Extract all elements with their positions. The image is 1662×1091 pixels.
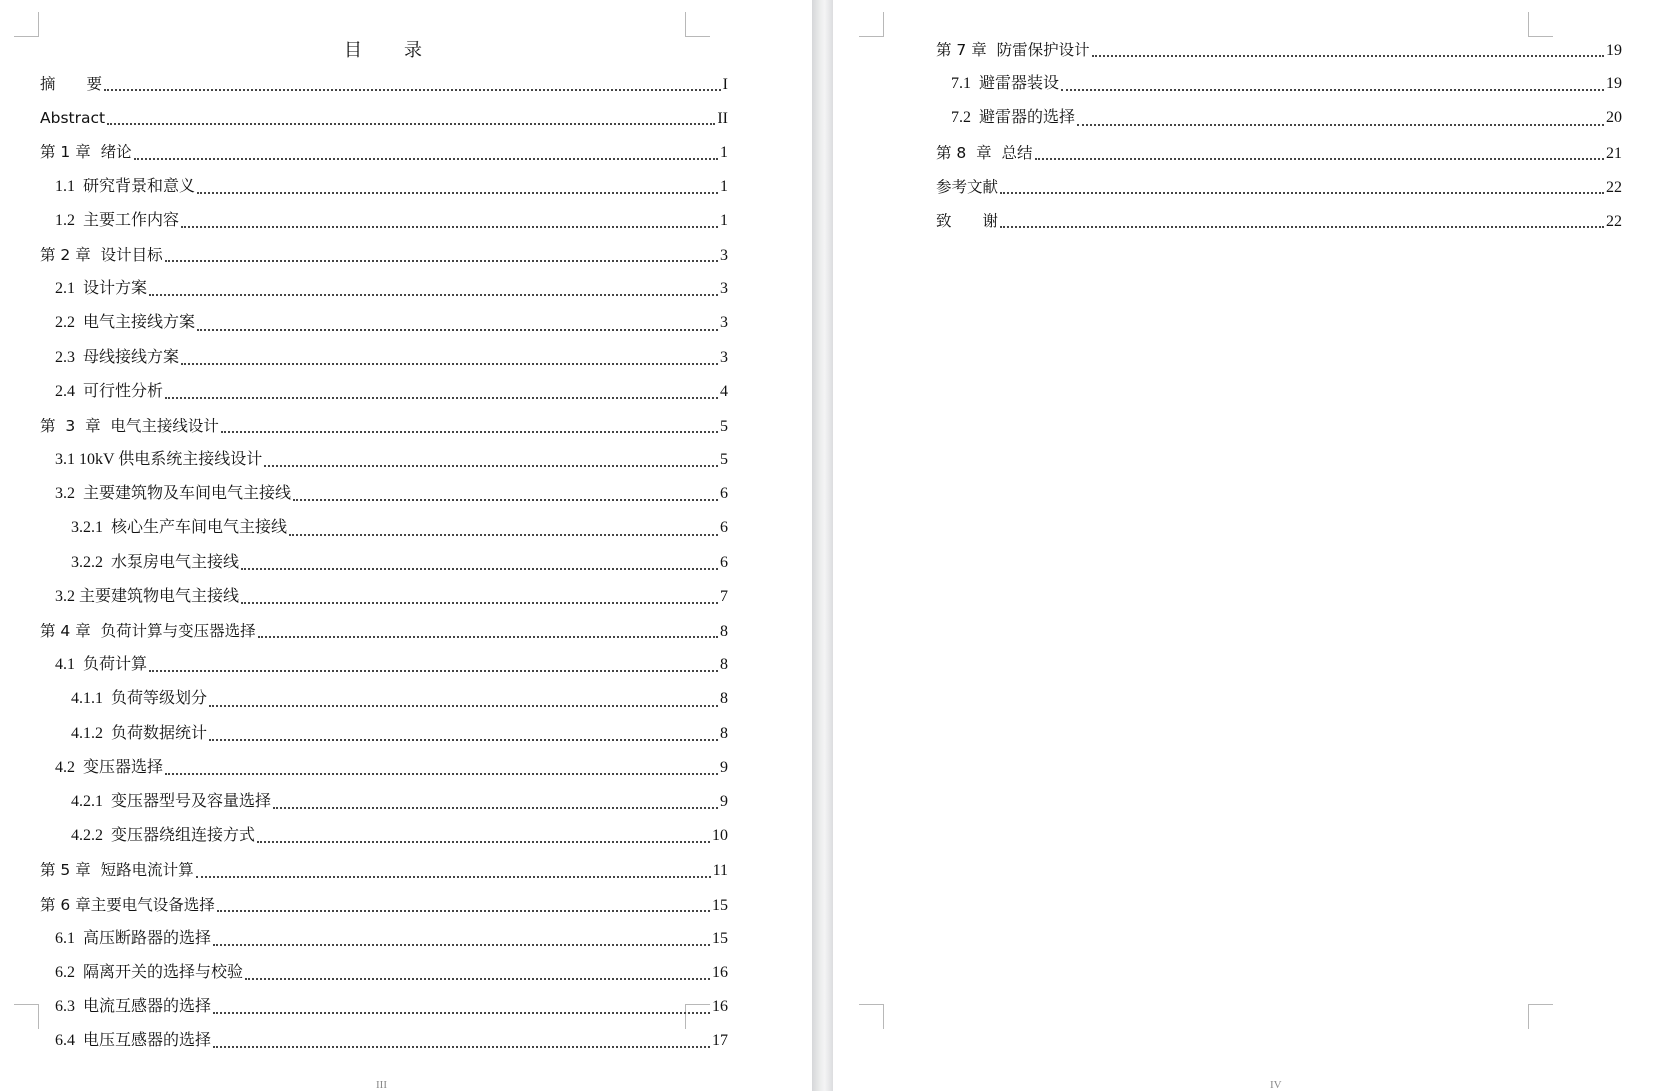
page-corner-mark	[859, 1004, 884, 1029]
toc-entry-label: 2.4 可行性分析	[55, 382, 164, 400]
toc-list-left	[40, 67, 728, 1058]
toc-dot-leader	[165, 259, 718, 262]
toc-dot-leader	[245, 977, 710, 980]
toc-entry-page-number: 17	[712, 1032, 728, 1050]
toc-entry-label: 4.2.2 变压器绕组连接方式	[71, 827, 256, 845]
toc-entry-page-number: 1	[720, 211, 728, 229]
toc-entry[interactable]	[40, 614, 728, 648]
toc-entry-page-number: 21	[1606, 144, 1622, 162]
toc-entry-label: 6.3 电流互感器的选择	[55, 998, 212, 1016]
toc-entry[interactable]	[40, 853, 728, 887]
toc-entry[interactable]	[40, 1024, 728, 1058]
toc-entry[interactable]	[40, 306, 728, 340]
toc-dot-leader	[217, 909, 710, 912]
toc-entry[interactable]	[936, 101, 1622, 135]
toc-entry-page-number: 3	[720, 348, 728, 366]
toc-dot-leader	[1035, 157, 1605, 160]
toc-entry-page-number: 3	[720, 314, 728, 332]
toc-entry-page-number: 6	[720, 485, 728, 503]
toc-dot-leader	[264, 464, 718, 467]
toc-dot-leader	[258, 635, 718, 638]
toc-entry[interactable]	[40, 477, 728, 511]
toc-entry-page-number: 3	[720, 246, 728, 264]
toc-entry[interactable]	[40, 67, 728, 101]
toc-entry[interactable]	[40, 785, 728, 819]
toc-entry-label: 第 6 章主要电气设备选择	[40, 895, 215, 914]
toc-entry-page-number: 1	[720, 144, 728, 162]
toc-dot-leader	[149, 293, 718, 296]
toc-dot-leader	[1092, 54, 1604, 57]
toc-entry-page-number: 11	[712, 862, 728, 880]
toc-entry-page-number: 15	[712, 929, 728, 947]
toc-entry-label: 3.2.2 水泵房电气主接线	[71, 553, 240, 571]
toc-entry-page-number: 8	[720, 656, 728, 674]
page-corner-mark	[685, 12, 710, 37]
toc-entry-label: 4.1.2 负荷数据统计	[71, 724, 208, 742]
toc-entry-label: 6.4 电压互感器的选择	[55, 1032, 212, 1050]
toc-entry[interactable]	[40, 170, 728, 204]
page-corner-mark	[14, 1004, 39, 1029]
toc-entry[interactable]	[936, 204, 1622, 238]
toc-entry-page-number: 20	[1606, 109, 1622, 127]
toc-entry-page-number: 19	[1606, 75, 1622, 93]
toc-entry-page-number: 5	[720, 451, 728, 469]
toc-entry-label: 3.2.1 核心生产车间电气主接线	[71, 519, 288, 537]
toc-entry-label: 致 谢	[936, 211, 999, 230]
toc-dot-leader	[134, 157, 718, 160]
toc-entry-page-number: 22	[1606, 178, 1622, 196]
toc-entry[interactable]	[40, 204, 728, 238]
toc-entry-label: 1.2 主要工作内容	[55, 211, 180, 229]
toc-dot-leader	[1000, 191, 1604, 194]
toc-entry-label: 4.2 变压器选择	[55, 758, 164, 776]
toc-entry-label: 7.2 避雷器的选择	[951, 109, 1076, 127]
toc-entry-label: 参考文献	[936, 177, 999, 196]
toc-entry[interactable]	[936, 67, 1622, 101]
toc-entry-label: 6.2 隔离开关的选择与校验	[55, 963, 244, 981]
page-number-footer: IV	[1270, 1079, 1282, 1091]
toc-entry[interactable]	[40, 648, 728, 682]
toc-dot-leader	[104, 88, 721, 91]
toc-dot-leader	[289, 533, 718, 536]
toc-entry-page-number: 8	[720, 724, 728, 742]
toc-entry-page-number: 1	[720, 177, 728, 195]
toc-dot-leader	[1061, 88, 1604, 91]
toc-title: 目 录	[344, 40, 424, 61]
toc-entry-label: 第 1 章 绪论	[40, 143, 132, 162]
toc-entry[interactable]	[40, 101, 728, 135]
toc-entry[interactable]	[40, 443, 728, 477]
toc-entry[interactable]	[936, 136, 1622, 170]
toc-entry[interactable]	[40, 956, 728, 990]
toc-entry[interactable]	[40, 511, 728, 545]
toc-entry-label: 2.3 母线接线方案	[55, 348, 180, 366]
toc-entry-label: 3.2 主要建筑物及车间电气主接线	[55, 485, 292, 503]
page-corner-mark	[14, 12, 39, 37]
toc-entry-label: 第 2 章 设计目标	[40, 245, 163, 264]
toc-entry-page-number: II	[717, 110, 728, 128]
toc-dot-leader	[257, 840, 710, 843]
toc-entry-page-number: 8	[720, 690, 728, 708]
toc-dot-leader	[181, 225, 718, 228]
toc-entry-page-number: 16	[712, 998, 728, 1016]
page-corner-mark	[859, 12, 884, 37]
page-number-footer: III	[376, 1079, 387, 1091]
toc-entry-label: 4.2.1 变压器型号及容量选择	[71, 792, 272, 810]
toc-entry-label: 4.1 负荷计算	[55, 656, 148, 674]
toc-entry-label: 3.1 10kV 供电系统主接线设计	[55, 451, 263, 469]
toc-entry[interactable]	[40, 717, 728, 751]
toc-dot-leader	[213, 943, 710, 946]
toc-entry-label: 4.1.1 负荷等级划分	[71, 690, 208, 708]
toc-entry-page-number: 19	[1606, 42, 1622, 59]
toc-entry-label: 第 4 章 负荷计算与变压器选择	[40, 622, 256, 640]
toc-entry-label: 6.1 高压断路器的选择	[55, 929, 212, 947]
page-corner-mark	[1528, 1004, 1553, 1029]
toc-dot-leader	[1000, 225, 1604, 228]
toc-entry[interactable]	[40, 922, 728, 956]
toc-entry-page-number: 6	[720, 553, 728, 571]
toc-entry-page-number: 6	[720, 519, 728, 537]
toc-dot-leader	[181, 362, 718, 365]
toc-entry-page-number: 15	[712, 896, 728, 914]
toc-dot-leader	[197, 191, 718, 194]
toc-dot-leader	[1077, 123, 1604, 126]
toc-entry[interactable]	[40, 135, 728, 169]
toc-entry[interactable]	[40, 409, 728, 443]
toc-entry-page-number: 3	[720, 280, 728, 298]
toc-entry[interactable]	[40, 682, 728, 716]
toc-dot-leader	[221, 430, 718, 433]
toc-entry[interactable]	[40, 990, 728, 1024]
toc-entry-label: 7.1 避雷器装设	[951, 75, 1060, 93]
page-gap	[812, 0, 833, 1091]
toc-entry-label: 3.2 主要建筑物电气主接线	[55, 587, 240, 605]
toc-entry-page-number: 9	[720, 792, 728, 810]
toc-entry[interactable]	[40, 888, 728, 922]
toc-entry-label: 第 5 章 短路电流计算	[40, 861, 194, 880]
toc-dot-leader	[197, 328, 718, 331]
toc-entry-page-number: 7	[720, 587, 728, 605]
toc-entry[interactable]	[40, 272, 728, 306]
toc-entry[interactable]	[936, 33, 1622, 67]
toc-list-right	[936, 33, 1622, 238]
toc-dot-leader	[165, 396, 718, 399]
toc-dot-leader	[241, 567, 718, 570]
toc-dot-leader	[149, 669, 718, 672]
toc-dot-leader	[107, 122, 715, 125]
toc-entry[interactable]	[40, 238, 728, 272]
toc-entry-label: 第 8 章 总结	[936, 143, 1033, 162]
toc-dot-leader	[209, 704, 718, 707]
toc-entry[interactable]	[40, 341, 728, 375]
toc-entry[interactable]	[40, 819, 728, 853]
toc-entry-label: 第 3 章 电气主接线设计	[40, 416, 219, 435]
toc-entry-label: 2.1 设计方案	[55, 280, 148, 298]
toc-entry-page-number: 10	[712, 827, 728, 845]
toc-entry[interactable]	[936, 170, 1622, 204]
toc-entry-page-number: 9	[720, 758, 728, 776]
toc-entry-page-number: 22	[1606, 212, 1622, 230]
toc-dot-leader	[213, 1011, 710, 1014]
toc-entry[interactable]	[40, 751, 728, 785]
toc-entry-label: Abstract	[40, 109, 106, 128]
toc-entry-label: 摘 要	[40, 75, 103, 93]
toc-entry-label: 1.1 研究背景和意义	[55, 177, 196, 195]
toc-entry-page-number: I	[722, 76, 728, 93]
toc-dot-leader	[273, 806, 718, 809]
toc-entry-page-number: 4	[720, 382, 728, 400]
toc-entry[interactable]	[40, 580, 728, 614]
toc-entry-label: 第 7 章 防雷保护设计	[936, 41, 1090, 59]
toc-entry-label: 2.2 电气主接线方案	[55, 314, 196, 332]
toc-dot-leader	[165, 772, 718, 775]
toc-entry[interactable]	[40, 546, 728, 580]
toc-entry[interactable]	[40, 375, 728, 409]
toc-dot-leader	[209, 738, 718, 741]
toc-dot-leader	[241, 601, 718, 604]
toc-dot-leader	[293, 498, 718, 501]
toc-entry-page-number: 5	[720, 417, 728, 435]
toc-dot-leader	[213, 1045, 710, 1048]
toc-entry-page-number: 16	[712, 963, 728, 981]
toc-entry-page-number: 8	[720, 623, 728, 640]
toc-dot-leader	[196, 875, 711, 878]
